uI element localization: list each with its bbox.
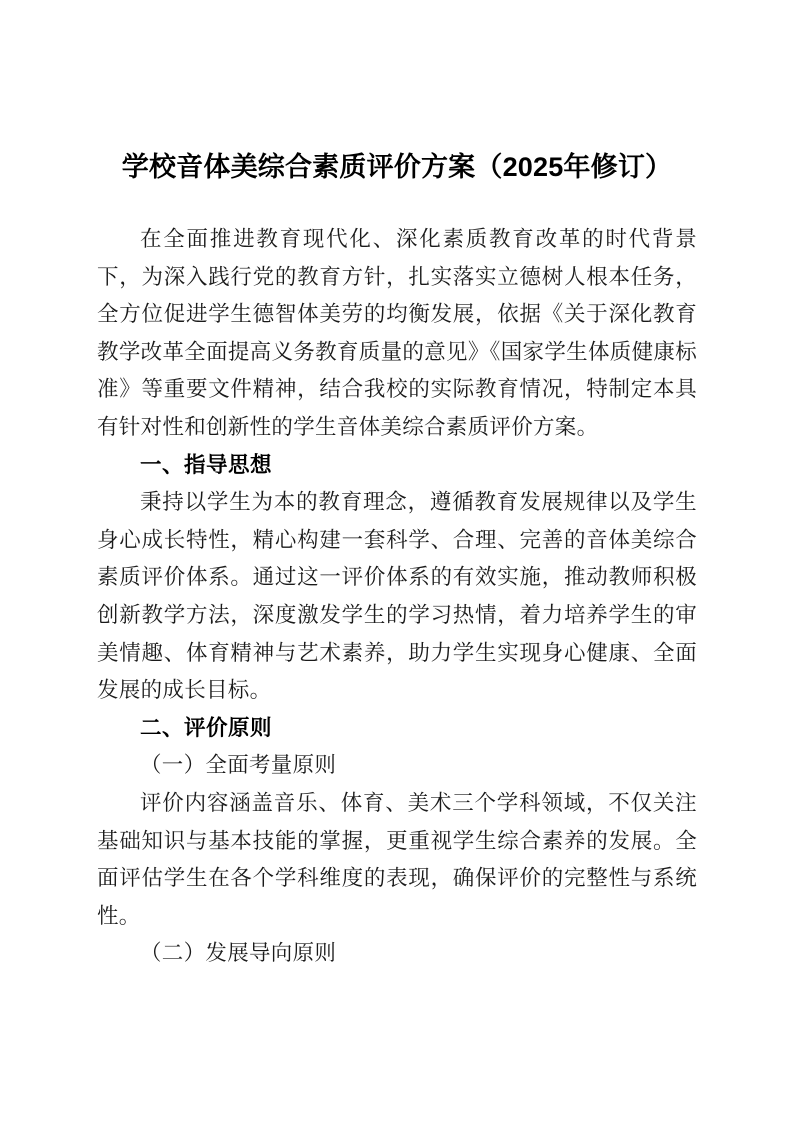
- section-heading-1: 一、指导思想: [140, 452, 273, 477]
- guiding-ideology-paragraph: 秉持以学生为本的教育理念，遵循教育发展规律以及学生身心成长特性，精心构建一套科学、合理、完善的音体美综合素质评价体系。通过这一评价体系的有效实施，推动教师积极创新教学方法，深度激发学生的学习热情，着力培养学生的审美情趣、体育精神与艺术素养，助力学生实现身心健康、全面发展的成长目标。: [97, 490, 697, 703]
- section-heading-2: 二、评价原则: [140, 715, 273, 740]
- subsection-heading-2: （二）发展导向原则: [140, 941, 337, 966]
- subsection-heading-1: （一）全面考量原则: [140, 753, 337, 778]
- document-content: [97, 221, 697, 973]
- intro-paragraph: 在全面推进教育现代化、深化素质教育改革的时代背景下，为深入践行党的教育方针，扎实落实立德树人根本任务，全方位促进学生德智体美劳的均衡发展，依据《关于深化教育教学改革全面提高义务教育质量的意见》《国家学生体质健康标准》等重要文件精神，结合我校的实际教育情况，特制定本具有针对性和创新性的学生音体美综合素质评价方案。: [97, 227, 697, 439]
- page-title: 学校音体美综合素质评价方案（2025年修订）: [121, 152, 673, 182]
- comprehensive-principle-paragraph: 评价内容涵盖音乐、体育、美术三个学科领域，不仅关注基础知识与基本技能的掌握，更重视学生综合素养的发展。全面评估学生在各个学科维度的表现，确保评价的完整性与系统性。: [97, 790, 697, 928]
- document-body: [97, 0, 697, 973]
